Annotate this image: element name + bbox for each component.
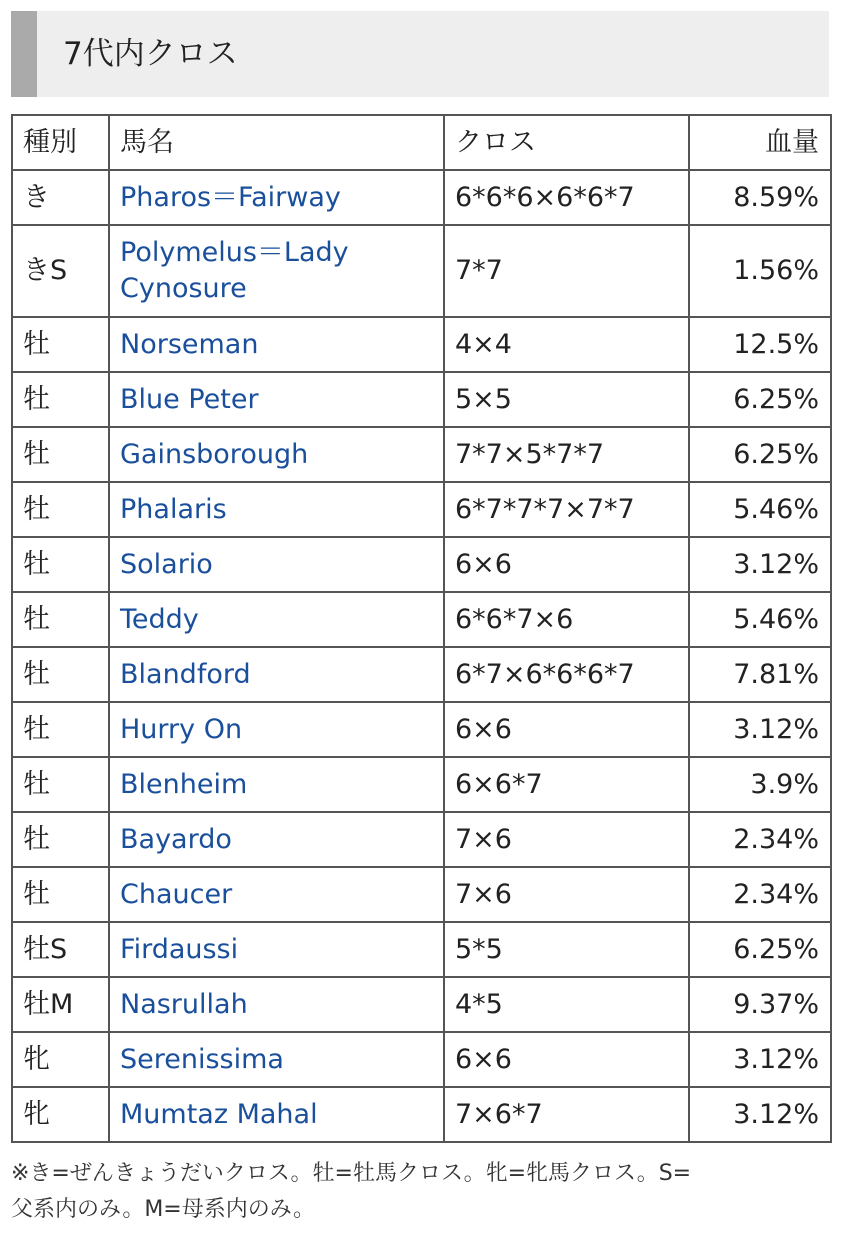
blood-amount-cell: 3.9% (689, 757, 831, 812)
kind-cell: きS (12, 225, 109, 317)
horse-name-link[interactable]: Hurry On (109, 702, 444, 757)
kind-cell: 牡 (12, 537, 109, 592)
kind-cell: 牡 (12, 647, 109, 702)
kind-cell: 牡 (12, 592, 109, 647)
header-horse-name: 馬名 (109, 115, 444, 170)
table-row (12, 372, 831, 427)
kind-cell: 牡 (12, 427, 109, 482)
table-row (12, 482, 831, 537)
kind-cell: 牡 (12, 317, 109, 372)
horse-name-link[interactable]: Pharos＝Fairway (109, 170, 444, 225)
blood-amount-cell: 2.34% (689, 812, 831, 867)
footnote-line: ※き=ぜんきょうだいクロス。牡=牡馬クロス。牝=牝馬クロス。S= (11, 1161, 692, 1186)
kind-cell: き (12, 170, 109, 225)
horse-name-link[interactable]: Gainsborough (109, 427, 444, 482)
horse-name-link[interactable]: Mumtaz Mahal (109, 1087, 444, 1142)
horse-name-link[interactable]: Serenissima (109, 1032, 444, 1087)
table-row (12, 702, 831, 757)
cross-cell: 5×5 (444, 372, 689, 427)
cross-cell: 7×6 (444, 812, 689, 867)
horse-name-link[interactable]: Bayardo (109, 812, 444, 867)
cross-cell: 7*7×5*7*7 (444, 427, 689, 482)
kind-cell: 牡 (12, 482, 109, 537)
kind-cell: 牡 (12, 867, 109, 922)
horse-name-link[interactable]: Teddy (109, 592, 444, 647)
kind-cell: 牡 (12, 757, 109, 812)
horse-name-link[interactable]: Firdaussi (109, 922, 444, 977)
cross-cell: 6*6*7×6 (444, 592, 689, 647)
horse-name-link[interactable]: Norseman (109, 317, 444, 372)
kind-cell: 牡 (12, 702, 109, 757)
horse-name-link[interactable]: Chaucer (109, 867, 444, 922)
cross-cell: 6×6 (444, 537, 689, 592)
cross-cell: 6*7*7*7×7*7 (444, 482, 689, 537)
cross-cell: 6*6*6×6*6*7 (444, 170, 689, 225)
blood-amount-cell: 3.12% (689, 702, 831, 757)
cross-cell: 7×6*7 (444, 1087, 689, 1142)
table-row (12, 427, 831, 482)
blood-amount-cell: 2.34% (689, 867, 831, 922)
blood-amount-cell: 5.46% (689, 482, 831, 537)
cross-cell: 4×4 (444, 317, 689, 372)
cross-cell: 7×6 (444, 867, 689, 922)
table-row (12, 867, 831, 922)
cross-cell: 5*5 (444, 922, 689, 977)
table-row (12, 1087, 831, 1142)
table-row (12, 537, 831, 592)
blood-amount-cell: 6.25% (689, 922, 831, 977)
blood-amount-cell: 3.12% (689, 537, 831, 592)
cross-cell: 4*5 (444, 977, 689, 1032)
blood-amount-cell: 8.59% (689, 170, 831, 225)
cross-cell: 6×6*7 (444, 757, 689, 812)
table-row (12, 592, 831, 647)
cross-cell: 6×6 (444, 1032, 689, 1087)
header-blood-amount: 血量 (689, 115, 831, 170)
header-kind: 種別 (12, 115, 109, 170)
horse-name-link[interactable]: Blue Peter (109, 372, 444, 427)
section-heading (11, 11, 829, 97)
blood-amount-cell: 9.37% (689, 977, 831, 1032)
horse-name-link[interactable]: Phalaris (109, 482, 444, 537)
kind-cell: 牝 (12, 1032, 109, 1087)
blood-amount-cell: 6.25% (689, 427, 831, 482)
table-row (12, 647, 831, 702)
cross-cell: 7*7 (444, 225, 689, 317)
horse-name-link[interactable]: Solario (109, 537, 444, 592)
horse-name-link[interactable]: Polymelus＝Lady Cynosure (109, 225, 444, 317)
kind-cell: 牡 (12, 812, 109, 867)
horse-name-link[interactable]: Blandford (109, 647, 444, 702)
header-cross: クロス (444, 115, 689, 170)
blood-amount-cell: 12.5% (689, 317, 831, 372)
kind-cell: 牝 (12, 1087, 109, 1142)
table-row (12, 922, 831, 977)
kind-cell: 牡S (12, 922, 109, 977)
table-row (12, 170, 831, 225)
footnote (11, 1156, 831, 1228)
table-row (12, 812, 831, 867)
footnote-line: 父系内のみ。M=母系内のみ。 (11, 1197, 316, 1222)
blood-amount-cell: 6.25% (689, 372, 831, 427)
blood-amount-cell: 3.12% (689, 1032, 831, 1087)
blood-amount-cell: 5.46% (689, 592, 831, 647)
horse-name-link[interactable]: Blenheim (109, 757, 444, 812)
table-row (12, 317, 831, 372)
cross-cell: 6×6 (444, 702, 689, 757)
kind-cell: 牡 (12, 372, 109, 427)
blood-amount-cell: 1.56% (689, 225, 831, 317)
table-row (12, 225, 831, 317)
cross-cell: 6*7×6*6*6*7 (444, 647, 689, 702)
table-header-row (12, 115, 831, 170)
kind-cell: 牡M (12, 977, 109, 1032)
table-row (12, 977, 831, 1032)
table-row (12, 1032, 831, 1087)
section-title: 7代内クロス (63, 36, 238, 72)
blood-amount-cell: 3.12% (689, 1087, 831, 1142)
table-row (12, 757, 831, 812)
horse-name-link[interactable]: Nasrullah (109, 977, 444, 1032)
cross-table (11, 114, 832, 1143)
blood-amount-cell: 7.81% (689, 647, 831, 702)
